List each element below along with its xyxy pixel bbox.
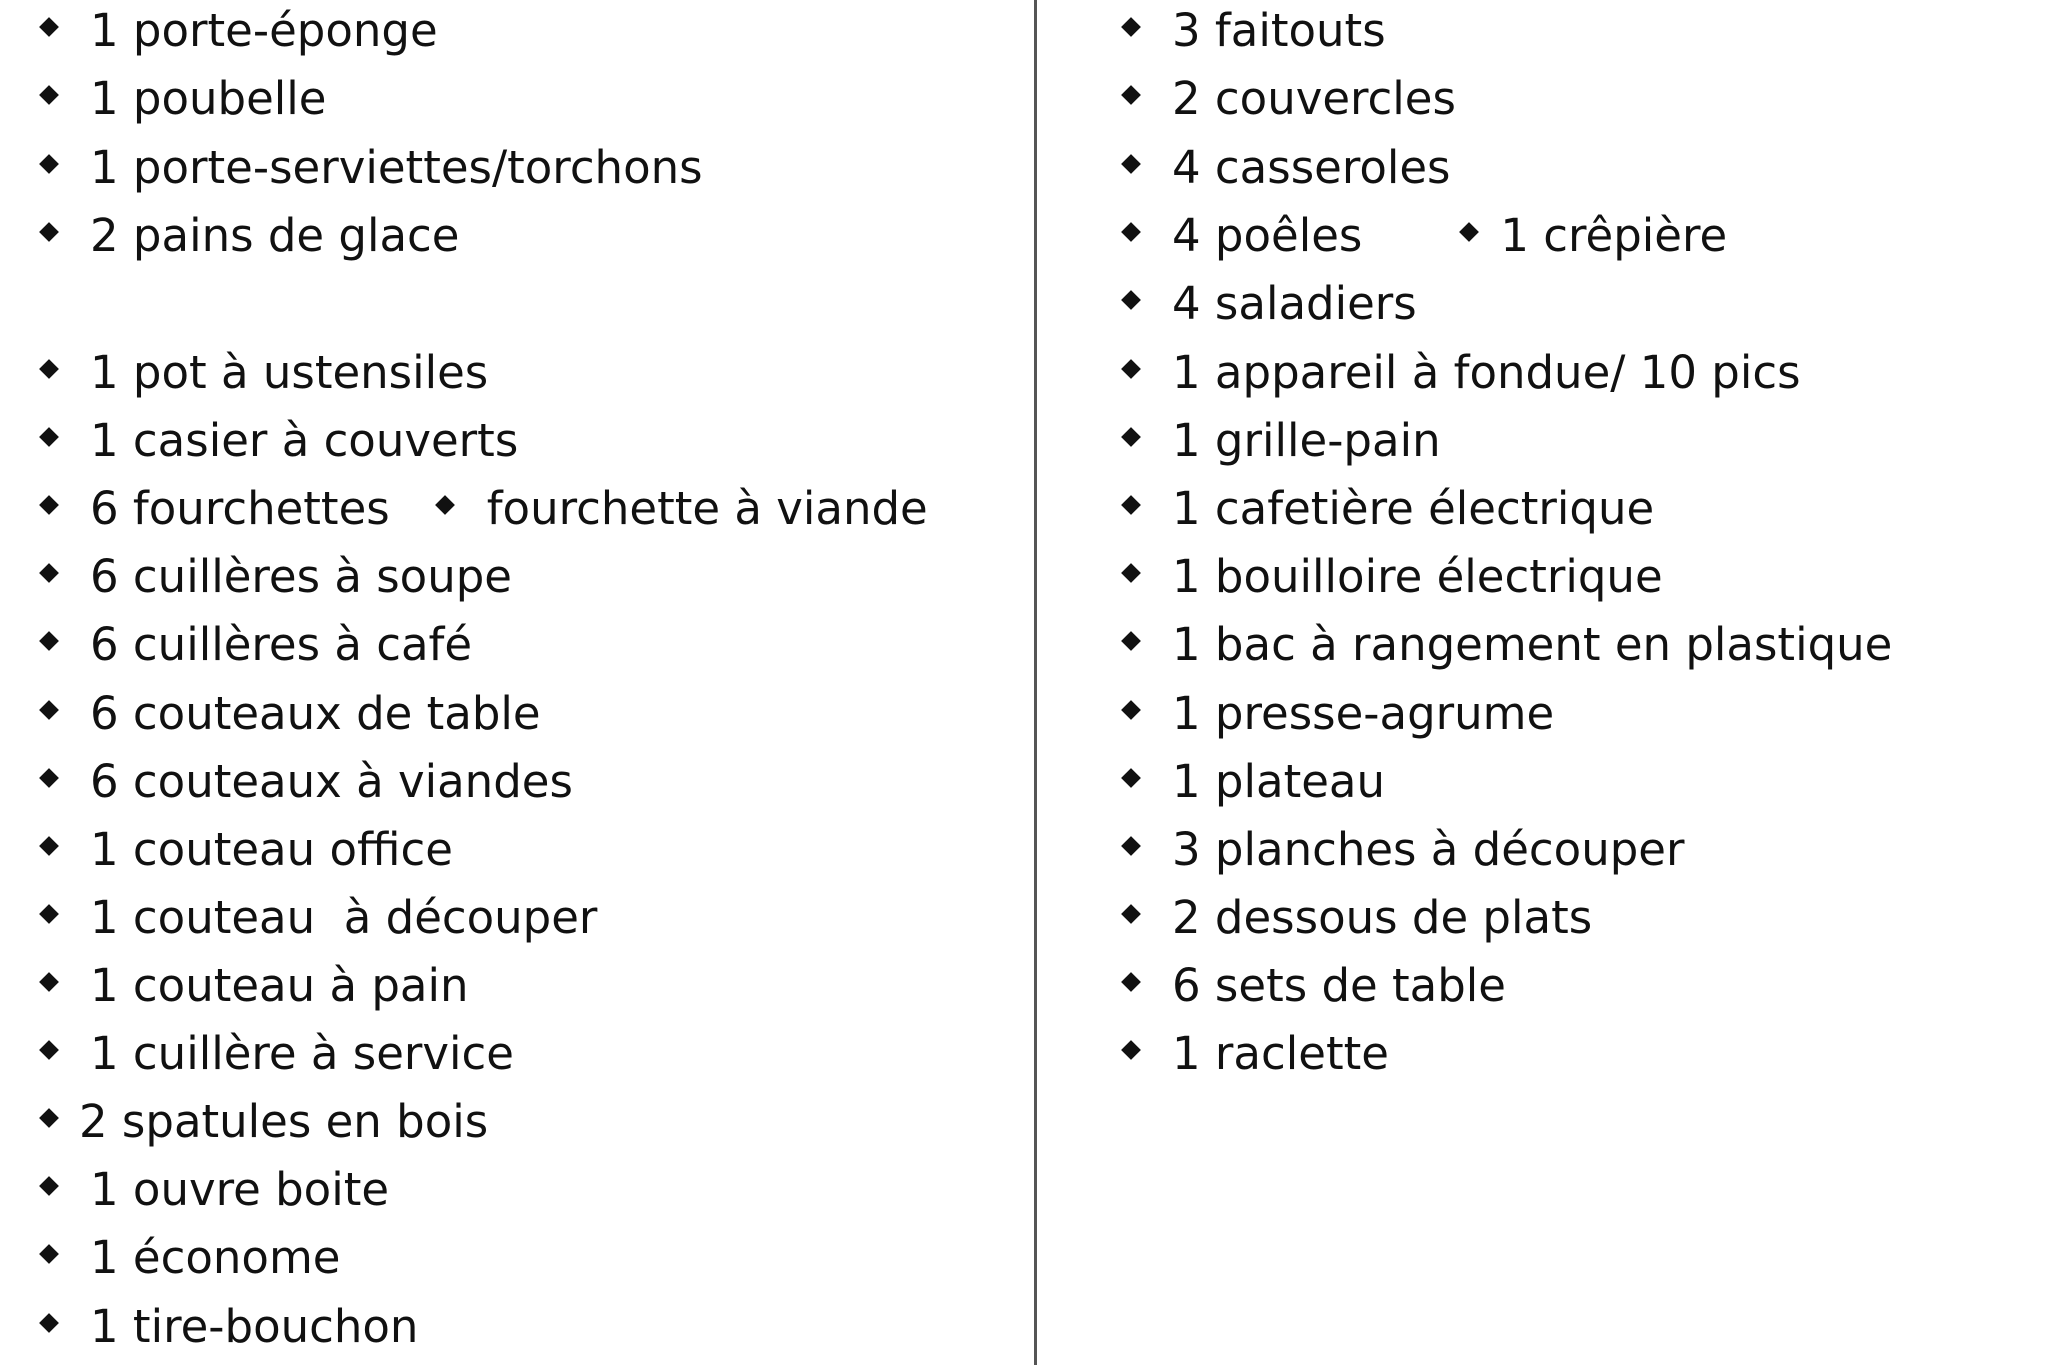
- item-label: 1 casier à couverts: [90, 414, 519, 467]
- item-label: 1 couteau à pain: [90, 959, 469, 1012]
- diamond-bullet-icon: [39, 904, 59, 924]
- item-label: 1 plateau: [1172, 755, 1386, 808]
- item-label: 6 cuillères à café: [90, 618, 473, 671]
- diamond-bullet-icon: [1121, 154, 1141, 174]
- item-label: 2 couvercles: [1172, 72, 1456, 125]
- list-item: [1120, 881, 1592, 949]
- list-item: [38, 1085, 488, 1153]
- item-label: 2 spatules en bois: [79, 1095, 489, 1148]
- item-label: 1 grille-pain: [1172, 414, 1441, 467]
- diamond-bullet-icon: [1121, 768, 1141, 788]
- list-item: [38, 1221, 340, 1289]
- list-item: [38, 608, 472, 676]
- list-item: [38, 62, 327, 130]
- list-item: [1120, 199, 1727, 267]
- list-item: [38, 0, 438, 62]
- diamond-bullet-icon: [1121, 563, 1141, 583]
- diamond-bullet-icon: [39, 1313, 59, 1333]
- item-label: 3 faitouts: [1172, 4, 1386, 57]
- list-item: [1120, 404, 1441, 472]
- list-item: [38, 1290, 418, 1358]
- diamond-bullet-icon: [39, 85, 59, 105]
- item-label: 3 planches à découper: [1172, 823, 1685, 876]
- diamond-bullet-icon: [1121, 359, 1141, 379]
- item-label: 6 couteaux à viandes: [90, 755, 573, 808]
- diamond-bullet-icon: [39, 495, 59, 515]
- diamond-bullet-icon: [1121, 836, 1141, 856]
- list-item: [38, 745, 573, 813]
- diamond-bullet-icon: [39, 563, 59, 583]
- item-label: 1 cafetière électrique: [1172, 482, 1655, 535]
- list-item: [38, 881, 597, 949]
- item-label: 1 raclette: [1172, 1027, 1389, 1080]
- item-label: 4 saladiers: [1172, 277, 1417, 330]
- list-item: [1120, 267, 1417, 335]
- list-item: [38, 1017, 514, 1085]
- list-item: [1120, 131, 1451, 199]
- diamond-bullet-icon: [435, 495, 455, 515]
- diamond-bullet-icon: [39, 972, 59, 992]
- item-extra-label: fourchette à viande: [486, 482, 928, 535]
- item-label: 6 couteaux de table: [90, 687, 541, 740]
- item-label: 1 couteau office: [90, 823, 453, 876]
- diamond-bullet-icon: [1121, 904, 1141, 924]
- diamond-bullet-icon: [39, 836, 59, 856]
- diamond-bullet-icon: [39, 222, 59, 242]
- list-item: [38, 199, 459, 267]
- list-item: [38, 472, 928, 540]
- diamond-bullet-icon: [1121, 631, 1141, 651]
- list-item: [1120, 813, 1684, 881]
- diamond-bullet-icon: [39, 1244, 59, 1264]
- diamond-bullet-icon: [1121, 427, 1141, 447]
- list-item: [1120, 677, 1554, 745]
- item-label: 2 dessous de plats: [1172, 891, 1593, 944]
- diamond-bullet-icon: [1121, 700, 1141, 720]
- item-label: 4 casseroles: [1172, 141, 1451, 194]
- item-label: 1 cuillère à service: [90, 1027, 514, 1080]
- diamond-bullet-icon: [39, 359, 59, 379]
- item-label: 1 économe: [90, 1231, 341, 1284]
- item-label: 1 pot à ustensiles: [90, 346, 489, 399]
- item-label: 1 tire-bouchon: [90, 1300, 419, 1353]
- list-item: [1120, 0, 1386, 62]
- diamond-bullet-icon: [1121, 85, 1141, 105]
- list-item: [38, 336, 488, 404]
- diamond-bullet-icon: [1121, 222, 1141, 242]
- item-label: 1 bac à rangement en plastique: [1172, 618, 1893, 671]
- item-label: 1 couteau à découper: [90, 891, 598, 944]
- diamond-bullet-icon: [1121, 290, 1141, 310]
- diamond-bullet-icon: [39, 1108, 59, 1128]
- diamond-bullet-icon: [1459, 222, 1479, 242]
- item-extra-label: 1 crêpière: [1500, 209, 1728, 262]
- diamond-bullet-icon: [1121, 495, 1141, 515]
- diamond-bullet-icon: [39, 1040, 59, 1060]
- list-item: [1120, 62, 1456, 130]
- item-label: 4 poêles: [1172, 209, 1363, 262]
- column-divider: [1034, 0, 1037, 1365]
- list-item: [1120, 745, 1385, 813]
- item-label: 1 ouvre boite: [90, 1163, 390, 1216]
- list-item: [1120, 472, 1654, 540]
- list-item: [1120, 949, 1506, 1017]
- list-item: [1120, 336, 1801, 404]
- item-label: 6 cuillères à soupe: [90, 550, 512, 603]
- item-label: 1 bouilloire électrique: [1172, 550, 1663, 603]
- diamond-bullet-icon: [39, 154, 59, 174]
- item-label: 1 appareil à fondue/ 10 pics: [1172, 346, 1801, 399]
- list-item: [38, 131, 703, 199]
- diamond-bullet-icon: [1121, 972, 1141, 992]
- diamond-bullet-icon: [1121, 17, 1141, 37]
- item-label: 1 presse-agrume: [1172, 687, 1555, 740]
- item-label: 1 porte-éponge: [90, 4, 438, 57]
- item-label: 1 porte-serviettes/torchons: [90, 141, 703, 194]
- list-item: [1120, 1017, 1389, 1085]
- list-item: [38, 677, 541, 745]
- list-item: [38, 404, 518, 472]
- item-label: 1 poubelle: [90, 72, 327, 125]
- diamond-bullet-icon: [39, 700, 59, 720]
- item-label: 6 fourchettes: [90, 482, 390, 535]
- diamond-bullet-icon: [39, 427, 59, 447]
- list-item: [38, 949, 469, 1017]
- diamond-bullet-icon: [1121, 1040, 1141, 1060]
- list-item: [38, 540, 512, 608]
- item-label: 2 pains de glace: [90, 209, 460, 262]
- diamond-bullet-icon: [39, 1176, 59, 1196]
- item-label: 6 sets de table: [1172, 959, 1506, 1012]
- diamond-bullet-icon: [39, 768, 59, 788]
- list-item: [38, 1153, 389, 1221]
- diamond-bullet-icon: [39, 631, 59, 651]
- diamond-bullet-icon: [39, 17, 59, 37]
- list-item: [1120, 540, 1663, 608]
- list-item: [1120, 608, 1892, 676]
- list-item: [38, 813, 453, 881]
